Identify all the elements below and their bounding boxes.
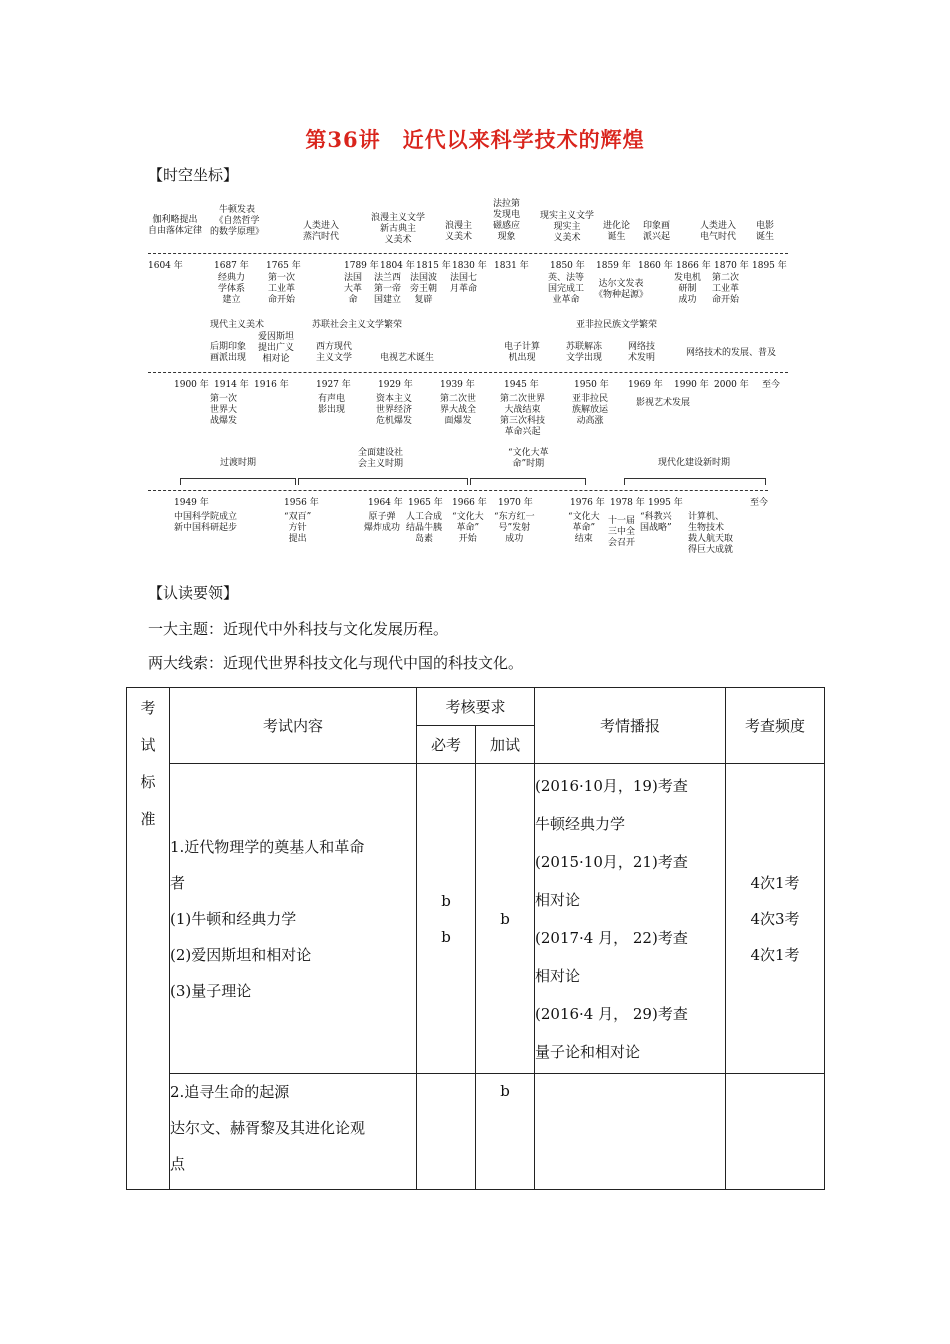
timeline-event: 中国科学院成立 新中国科研起步 [174, 512, 238, 533]
timeline-year: 1830 年 [452, 261, 487, 271]
timeline-year: 1895 年 [752, 261, 787, 271]
timeline-event: 网络技 术发明 [628, 342, 656, 363]
timeline-axis [148, 253, 788, 254]
must-header: 必考 [417, 726, 476, 764]
timeline-year: 1850 年 [550, 261, 585, 271]
timeline-event: 牛顿发表 《自然哲学 的数学原理》 [210, 205, 265, 237]
timeline-year: 1939 年 [440, 380, 475, 390]
timeline-event: 资本主义 世界经济 危机爆发 [376, 394, 413, 426]
timeline-event: 浪漫主义文学 新古典主 义美术 [371, 213, 426, 245]
timeline-event: 现代主义美术 [210, 320, 265, 330]
extra-header: 加试 [476, 726, 535, 764]
timeline-event: 影视艺术发展 [636, 398, 691, 408]
timeline-modern-world [148, 195, 808, 305]
timeline-event: 第一次 世界大 战爆发 [210, 394, 238, 426]
timeline-event: 原子弹 爆炸成功 [364, 512, 401, 533]
timeline-year: 1765 年 [266, 261, 301, 271]
timeline-event: 人类进入 电气时代 [700, 221, 737, 242]
timeline-event: “东方红一 号”发射 成功 [494, 512, 535, 544]
timeline-year: 1969 年 [628, 380, 663, 390]
timeline-event: 印象画 派兴起 [643, 221, 671, 242]
requirement-header: 考核要求 [417, 688, 535, 726]
timeline-year: 1866 年 [676, 261, 711, 271]
timeline-event: 英、法等 国完成工 业革命 [548, 273, 585, 305]
period-brace [624, 478, 766, 485]
timeline-year: 1687 年 [214, 261, 249, 271]
timeline-event: 经典力 学体系 建立 [218, 273, 246, 305]
row1-must: b b [417, 764, 476, 1074]
timeline-year: 1804 年 [380, 261, 415, 271]
timeline-event: 十一届 三中全 会召开 [608, 516, 636, 548]
section-heading-reading: 【认读要领】 [148, 584, 239, 602]
timeline-year: 1970 年 [498, 498, 533, 508]
period-label: 现代化建设新时期 [658, 458, 731, 468]
timeline-year: 1950 年 [574, 380, 609, 390]
timeline-year: 1956 年 [284, 498, 319, 508]
timeline-event: 计算机、 生物技术 载人航天取 得巨大成就 [688, 512, 734, 555]
timeline-year: 1831 年 [494, 261, 529, 271]
timeline-year: 1949 年 [174, 498, 209, 508]
timeline-year: 1815 年 [416, 261, 451, 271]
timeline-event: 法国七 月革命 [450, 273, 478, 294]
timeline-event: 后期印象 画派出现 [210, 342, 247, 363]
timeline-year: 1916 年 [254, 380, 289, 390]
row2-content: 2.追寻生命的起源 达尔文、赫胥黎及其进化论观 点 [170, 1074, 417, 1190]
row2-must [417, 1074, 476, 1190]
timeline-event: “文化大 革命” 结束 [568, 512, 600, 544]
timeline-year: 1990 年 [674, 380, 709, 390]
main-theme: 一大主题：近现代中外科技与文化发展历程。 [148, 620, 449, 638]
timeline-event: 发电机 研制 成功 [674, 273, 702, 305]
timeline-year: 1914 年 [214, 380, 249, 390]
timeline-event: “双百” 方针 提出 [284, 512, 312, 544]
row1-report: (2016·10月，19)考查 牛顿经典力学 (2015·10月，21)考查 相对论 (2017·4 月， 22)考查 相对论 (2016·4 月， 29)考查 量子论和相对论 [535, 764, 726, 1074]
period-brace [298, 478, 468, 485]
row1-content: 1.近代物理学的奠基人和革命 者 (1)牛顿和经典力学 (2)爱因斯坦和相对论 (3)量子理论 [170, 764, 417, 1074]
timeline-year: 1927 年 [316, 380, 351, 390]
timeline-china [148, 448, 808, 555]
exam-standard-table [126, 687, 825, 1190]
row1-extra: b [476, 764, 535, 1074]
timeline-year: 1964 年 [368, 498, 403, 508]
period-label: 全面建设社 会主义时期 [358, 448, 404, 469]
row1-frequency: 4次1考 4次3考 4次1考 [726, 764, 825, 1074]
timeline-event: 电影 诞生 [756, 221, 775, 242]
timeline-event: 第二次世界 大战结束 第三次科技 革命兴起 [500, 394, 546, 437]
period-brace [470, 478, 586, 485]
period-brace [180, 478, 296, 485]
timeline-year: 1859 年 [596, 261, 631, 271]
section-heading-timeline: 【时空坐标】 [148, 166, 239, 184]
row2-report [535, 1074, 726, 1190]
timeline-event: 第一次 工业革 命开始 [268, 273, 296, 305]
timeline-year: 1789 年 [344, 261, 379, 271]
timeline-event: 进化论 诞生 [603, 221, 631, 242]
timeline-event: 西方现代 主义文学 [316, 342, 353, 363]
timeline-event: 电子计算 机出现 [504, 342, 541, 363]
timeline-event: 网络技术的发展、普及 [686, 348, 777, 358]
timeline-year: 1860 年 [638, 261, 673, 271]
timeline-year: 1900 年 [174, 380, 209, 390]
timeline-event: 苏联社会主义文学繁荣 [312, 320, 403, 330]
timeline-event: 人工合成 结晶牛胰 岛素 [406, 512, 443, 544]
timeline-event: 第二次世 界大战全 面爆发 [440, 394, 477, 426]
timeline-event: 现实主义文学 现实主 义美术 [540, 211, 595, 243]
timeline-event: 有声电 影出现 [318, 394, 346, 415]
timeline-event: 第二次 工业革 命开始 [712, 273, 740, 305]
timeline-year: 1870 年 [714, 261, 749, 271]
period-label: “文化大革 命”时期 [508, 448, 549, 469]
timeline-event: 亚非拉民族文学繁荣 [576, 320, 658, 330]
timeline-event: 法拉第 发现电 磁感应 现象 [493, 199, 521, 242]
timeline-year: 1966 年 [452, 498, 487, 508]
frequency-header: 考查频度 [726, 688, 825, 764]
timeline-year: 1945 年 [504, 380, 539, 390]
timeline-axis [148, 372, 788, 373]
timeline-year: 至今 [750, 498, 769, 508]
timeline-year: 1929 年 [378, 380, 413, 390]
row2-frequency [726, 1074, 825, 1190]
row2-extra: b [476, 1074, 535, 1190]
timeline-year: 1976 年 [570, 498, 605, 508]
timeline-event: 苏联解冻 文学出现 [566, 342, 603, 363]
timeline-year: 至今 [762, 380, 781, 390]
timeline-event: “科教兴 国战略” [640, 512, 672, 533]
timeline-year: 1995 年 [648, 498, 683, 508]
timeline-20th-century [148, 320, 808, 440]
timeline-event: 法兰西 第一帝 国建立 [374, 273, 402, 305]
timeline-axis [148, 490, 768, 491]
timeline-event: 人类进入 蒸汽时代 [303, 221, 340, 242]
page-title: 第36讲 近代以来科学技术的辉煌 [305, 127, 645, 152]
timeline-event: 浪漫主 义美术 [445, 221, 473, 242]
timeline-event: 法国波 旁王朝 复辟 [410, 273, 438, 305]
main-lines: 两大线索：近现代世界科技文化与现代中国的科技文化。 [148, 654, 524, 672]
timeline-event: 法国 大革 命 [344, 273, 363, 305]
exam-standard-header: 考 试 标 准 [127, 688, 170, 1190]
timeline-event: 伽利略提出 自由落体定律 [148, 215, 203, 236]
timeline-event: 爱因斯坦 提出广义 相对论 [258, 332, 295, 364]
timeline-event: 电视艺术诞生 [380, 353, 435, 363]
period-label: 过渡时期 [220, 458, 257, 468]
timeline-event: 达尔文发表 《物种起源》 [594, 279, 649, 300]
content-header: 考试内容 [170, 688, 417, 764]
timeline-year: 1965 年 [408, 498, 443, 508]
timeline-year: 1978 年 [610, 498, 645, 508]
report-header: 考情播报 [535, 688, 726, 764]
timeline-year: 2000 年 [714, 380, 749, 390]
timeline-event: “文化大 革命” 开始 [452, 512, 484, 544]
timeline-event: 亚非拉民 族解放运 动高涨 [572, 394, 609, 426]
timeline-year: 1604 年 [148, 261, 183, 271]
